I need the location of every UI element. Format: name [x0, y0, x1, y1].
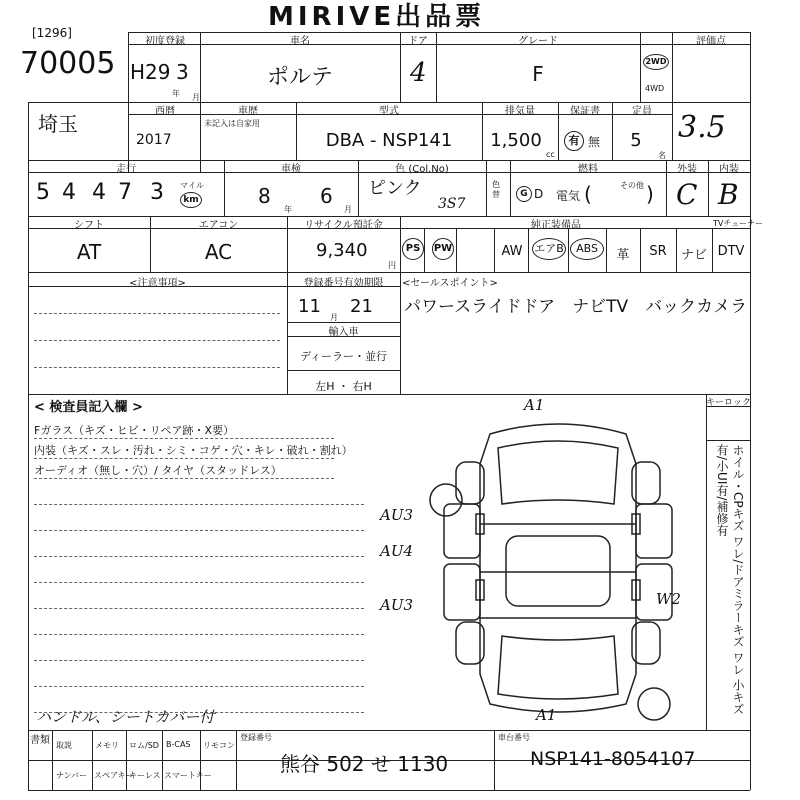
capacity-value: 5	[630, 130, 642, 151]
fuel-elec: 電気	[556, 189, 581, 203]
import-type: ディーラー・並行	[299, 350, 388, 363]
inspector-line-audio: オーディオ（無し・穴）/ タイヤ（スタッドレス）	[34, 464, 282, 477]
doc-bcas: B-CAS	[166, 740, 191, 749]
inspector-line-interior: 内装（キズ・スレ・汚れ・シミ・コゲ・穴・キレ・破れ・割れ）	[34, 444, 353, 457]
fuel-g: G	[516, 186, 532, 202]
history-note: 未記入は自家用	[204, 119, 260, 128]
mileage-digit: 4	[92, 180, 106, 205]
equipment-sr: SR	[649, 244, 667, 259]
fuel-paren-open: (	[584, 182, 592, 206]
inspector-heading: < 検査員記入欄 >	[34, 400, 143, 415]
warranty-no: 無	[588, 135, 601, 149]
mile-note: マイル	[180, 181, 204, 190]
reg-expiry-day: 21	[350, 296, 373, 317]
shaken-month-unit: 月	[344, 205, 352, 214]
doc-smart-key: スマートキー	[164, 771, 212, 780]
label-warranty: 保証書	[570, 106, 600, 117]
equipment-ps: PS	[402, 238, 424, 260]
chassis-number: NSP141-8054107	[530, 748, 696, 770]
label-fuel: 燃料	[578, 164, 598, 175]
label-color: 色 (Col.No)	[395, 164, 449, 175]
label-capacity: 定員	[632, 106, 652, 117]
displacement-value: 1,500	[490, 130, 542, 151]
doors-value: 4	[410, 58, 427, 88]
color-value: ピンク	[368, 178, 422, 199]
lot-number: 70005	[20, 46, 116, 81]
damage-mark-rear: A1	[536, 706, 557, 724]
doc-manual: 取説	[56, 741, 72, 750]
exterior-grade: C	[676, 178, 698, 211]
recycle-value: 9,340	[316, 240, 368, 261]
label-docs: 書類	[30, 735, 50, 746]
damage-mark-right: W2	[656, 590, 681, 608]
mileage-digit: 7	[118, 180, 132, 205]
label-score: 評価点	[696, 36, 726, 47]
label-exterior: 外装	[677, 164, 697, 175]
inspector-handwritten: ハンドル、シートカバー付	[36, 708, 215, 726]
mileage-digit: 5	[36, 180, 50, 205]
car-name: ポルテ	[266, 65, 333, 90]
fuel-other: その他	[620, 181, 644, 190]
equipment-pw: PW	[432, 238, 454, 260]
label-seireki: 西暦	[155, 106, 175, 117]
mileage-digit: 4	[62, 180, 76, 205]
label-displacement: 排気量	[505, 106, 535, 117]
doc-memory: メモリ	[95, 741, 119, 750]
person-unit: 名	[658, 151, 666, 160]
label-aircon: エアコン	[198, 220, 239, 231]
label-interior: 内装	[719, 164, 739, 175]
cc-unit: cc	[546, 150, 555, 159]
label-recycle: リサイクル預託金	[304, 220, 383, 231]
shaken-year-unit: 年	[284, 205, 292, 214]
shaken-month: 6	[320, 184, 333, 208]
reg-expiry-month: 11	[298, 296, 321, 317]
fuel-d: D	[534, 187, 544, 201]
label-tuner: TVチューナー	[713, 219, 764, 228]
damage-legend: ホイル・CPキズ ワレ/ドアミラーキズ ワレ 小キズ有/小UI有/補修有	[715, 444, 745, 716]
label-shaken2: 車検	[281, 164, 301, 175]
reg-number: 熊谷 502 せ 1130	[280, 752, 449, 776]
sheet-title: MIRIVE出品票	[268, 2, 486, 32]
score-value: 3.5	[678, 110, 726, 145]
label-mileage: 走行	[116, 164, 136, 175]
color-change-note: 色替	[492, 180, 500, 199]
damage-mark-left-rear: AU3	[380, 596, 414, 614]
sales-point-value: パワースライドドア ナビTV バックカメラ	[404, 297, 748, 317]
year-unit: 年	[172, 89, 180, 98]
month-unit: 月	[192, 93, 200, 102]
first-reg-month: 3	[176, 60, 189, 84]
damage-mark-left-front: AU3	[380, 506, 414, 524]
seireki-value: 2017	[136, 132, 172, 148]
interior-grade: B	[718, 178, 739, 211]
handle-position: 左H ・ 右H	[315, 380, 372, 393]
doc-keyless: キーレス	[129, 771, 161, 780]
damage-mark-left-mid: AU4	[380, 542, 414, 560]
label-doors: ドア	[408, 36, 428, 47]
shift-value: AT	[76, 240, 102, 264]
equipment-airbag: エアB	[532, 238, 566, 260]
yen-unit: 円	[388, 261, 396, 270]
mileage-unit: km	[180, 192, 202, 208]
label-shift: シフト	[74, 220, 104, 231]
doc-remote: リモコン	[203, 741, 235, 750]
label-reg-number: 登録番号	[240, 733, 272, 742]
label-key-lock: キーロック	[706, 398, 751, 408]
damage-mark-front: A1	[524, 396, 545, 414]
doc-rom-sd: ロム/SD	[129, 741, 159, 750]
aircon-value: AC	[204, 240, 233, 264]
equipment-dtv: DTV	[717, 244, 745, 259]
color-code: 3S7	[438, 196, 466, 212]
region: 埼玉	[38, 112, 78, 136]
label-grade: グレード	[518, 36, 558, 47]
equipment-leather: 革	[616, 248, 630, 263]
shaken-year: 8	[258, 184, 271, 208]
grade-value: F	[532, 62, 544, 86]
mileage-digit: 3	[150, 180, 164, 205]
fuel-paren-close: )	[646, 182, 654, 206]
badge-2wd: 2WD	[643, 54, 669, 70]
inspector-line-glass: Fガラス（キズ・ヒビ・リペア跡・X要）	[34, 424, 235, 437]
label-car-name: 車名	[290, 36, 310, 47]
doc-plate: ナンバー	[56, 771, 88, 780]
reg-expiry-month-unit: 月	[330, 313, 338, 322]
badge-4wd: 4WD	[645, 84, 665, 93]
lot-bracket: [1296]	[32, 26, 72, 40]
label-chassis: 車台番号	[498, 733, 530, 742]
label-first-reg: 初度登録	[145, 36, 185, 47]
label-shaken: 車歴	[238, 106, 258, 117]
warranty-yes: 有	[564, 131, 584, 151]
equipment-abs: ABS	[570, 238, 604, 260]
model-value: DBA - NSP141	[325, 130, 453, 151]
equipment-navi: ナビ	[680, 248, 707, 263]
label-sales-point: <セールスポイント>	[402, 278, 498, 289]
first-reg-era: H29	[130, 60, 171, 84]
label-model: 型式	[379, 106, 399, 117]
equipment-aw: AW	[501, 244, 523, 259]
label-notes: <注意事項>	[129, 278, 186, 289]
label-equipment: 純正装備品	[531, 220, 581, 231]
label-import: 輸入車	[328, 327, 359, 338]
label-reg-expiry: 登録番号有効期限	[303, 278, 384, 289]
doc-spare-key: スペアキー	[94, 771, 134, 780]
car-damage-diagram	[410, 404, 706, 726]
